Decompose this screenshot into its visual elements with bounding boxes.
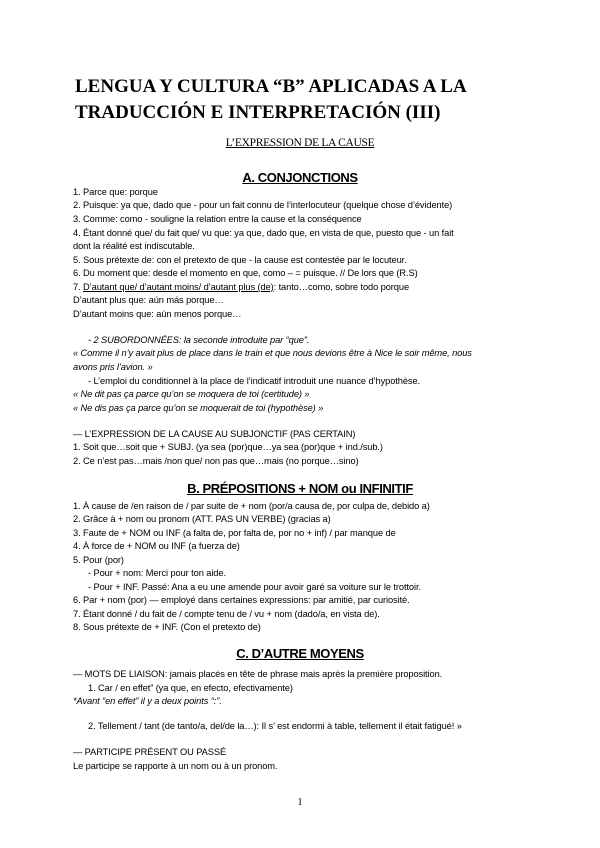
conditional-note: - L’emploi du conditionnel à la place de l’indicatif introduit une nuance d’hypothèse. [88, 376, 420, 386]
document-subtitle: L’EXPRESSION DE LA CAUSE [225, 137, 375, 149]
participe-text: Le participe se rapporte à un nom ou à un pronom. [73, 761, 278, 771]
conj-line-1: 1. Parce que: porque [73, 187, 158, 197]
section-b-heading: B. PRÉPOSITIONS + NOM ou INFINITIF [187, 481, 413, 496]
conj-line-4: 4. Étant donné que/ du fait que/ vu que: ya que, dado que, en vista de que, puesto que - un fait [73, 228, 454, 238]
prep-line-1: 1. À cause de /en raison de / par suite de + nom (por/a causa de, por culpa de, debido a) [73, 501, 430, 511]
prep-line-6: 6. Par + nom (por) — employé dans certaines expressions: par amitié, par curiosité. [73, 595, 410, 605]
prep-line-4: 4. À force de + NOM ou INF (a fuerza de) [73, 541, 240, 551]
prep-pour-inf: - Pour + INF. Passé: Ana a eu une amende pour avoir garé sa voiture sur le trottoir. [88, 582, 421, 592]
conj-line-7 [73, 281, 409, 294]
conj-line-7-prefix: 7. [73, 282, 84, 292]
prep-pour-nom: - Pour + nom: Merci pour ton aide. [88, 568, 226, 578]
conj-line-7-rest: : tanto…como, sobre todo porque [273, 282, 410, 292]
conditional-example-2: « Ne dis pas ça parce qu’on se moquerait de toi (hypothèse) » [73, 403, 324, 413]
title-line-1: LENGUA Y CULTURA “B” APLICADAS A LA [75, 76, 467, 97]
subordonnees-title: - 2 SUBORDONNÉES: la seconde introduite par “que”. [88, 335, 310, 345]
liaison-item-2: 2. Tellement / tant (de tanto/a, del/de la…): Il s’ est endormi à table, tellement il était fatigué! » [88, 721, 462, 731]
subjonctif-line-1: 1. Soit que…soit que + SUBJ. (ya sea (por)que…ya sea (por)que + ind./sub.) [73, 442, 383, 452]
conj-line-4b: dont la réalité est indiscutable. [73, 241, 195, 251]
subordonnees-example-1: « Comme il n’y avait plus de place dans le train et que nous devions être à Nice le soir même, nous [73, 348, 472, 358]
conj-line-5: 5. Sous prétexte de: con el pretexto de que - la cause est contestée par le locuteur. [73, 255, 407, 265]
liaison-item-1: 1. Car / en effet” (ya que, en efecto, efectivamente) [88, 683, 293, 693]
subjonctif-title: — L’EXPRESSION DE LA CAUSE AU SUBJONCTIF (PAS CERTAIN) [73, 429, 356, 439]
conj-line-autant-moins: D’autant moins que: aún menos porque… [73, 309, 242, 319]
title-line-2: TRADUCCIÓN E INTERPRETACIÓN (III) [75, 102, 441, 123]
conj-line-2: 2. Puisque: ya que, dado que - pour un fait connu de l’interlocuteur (quelque chose d’évidente) [73, 200, 453, 210]
prep-line-3: 3. Faute de + NOM ou INF (a falta de, por falta de, por no + inf) / par manque de [73, 528, 396, 538]
prep-line-7: 7. Étant donné / du fait de / compte tenu de / vu + nom (dado/a, en vista de). [73, 609, 380, 619]
section-c-heading: C. D’AUTRE MOYENS [236, 646, 364, 661]
subordonnees-example-2: avons pris l’avion. » [73, 362, 153, 372]
document-title [75, 74, 545, 126]
conj-line-7-underlined: D’autant que/ d’autant moins/ d’autant plus (de) [83, 282, 274, 292]
conj-line-3: 3. Comme: como - souligne la relation entre la cause et la conséquence [73, 214, 362, 224]
liaison-item-1-note: *Avant “en effet” il y a deux points “:”. [73, 696, 222, 706]
prep-line-2: 2. Grâce à + nom ou pronom (ATT. PAS UN VERBE) (gracias a) [73, 514, 331, 524]
page-number: 1 [297, 797, 303, 808]
prep-line-8: 8. Sous prétexte de + INF. (Con el pretexto de) [73, 622, 261, 632]
conj-line-autant-plus: D’autant plus que: aún más porque… [73, 295, 224, 305]
conj-line-6: 6. Du moment que: desde el momento en que, como – = puisque. // De lors que (R.S) [73, 268, 418, 278]
section-a-heading: A. CONJONCTIONS [242, 170, 358, 185]
participe-title: — PARTICIPE PRÉSENT OU PASSÉ [73, 747, 227, 757]
liaison-title: — MOTS DE LIAISON: jamais placés en tête de phrase mais après la première proposition. [73, 669, 443, 679]
subjonctif-line-2: 2. Ce n’est pas…mais /non que/ non pas que…mais (no porque…sino) [73, 456, 359, 466]
conditional-example-1: « Ne dit pas ça parce qu’on se moquera de toi (certitude) » [73, 389, 310, 399]
prep-line-5: 5. Pour (por) [73, 555, 124, 565]
